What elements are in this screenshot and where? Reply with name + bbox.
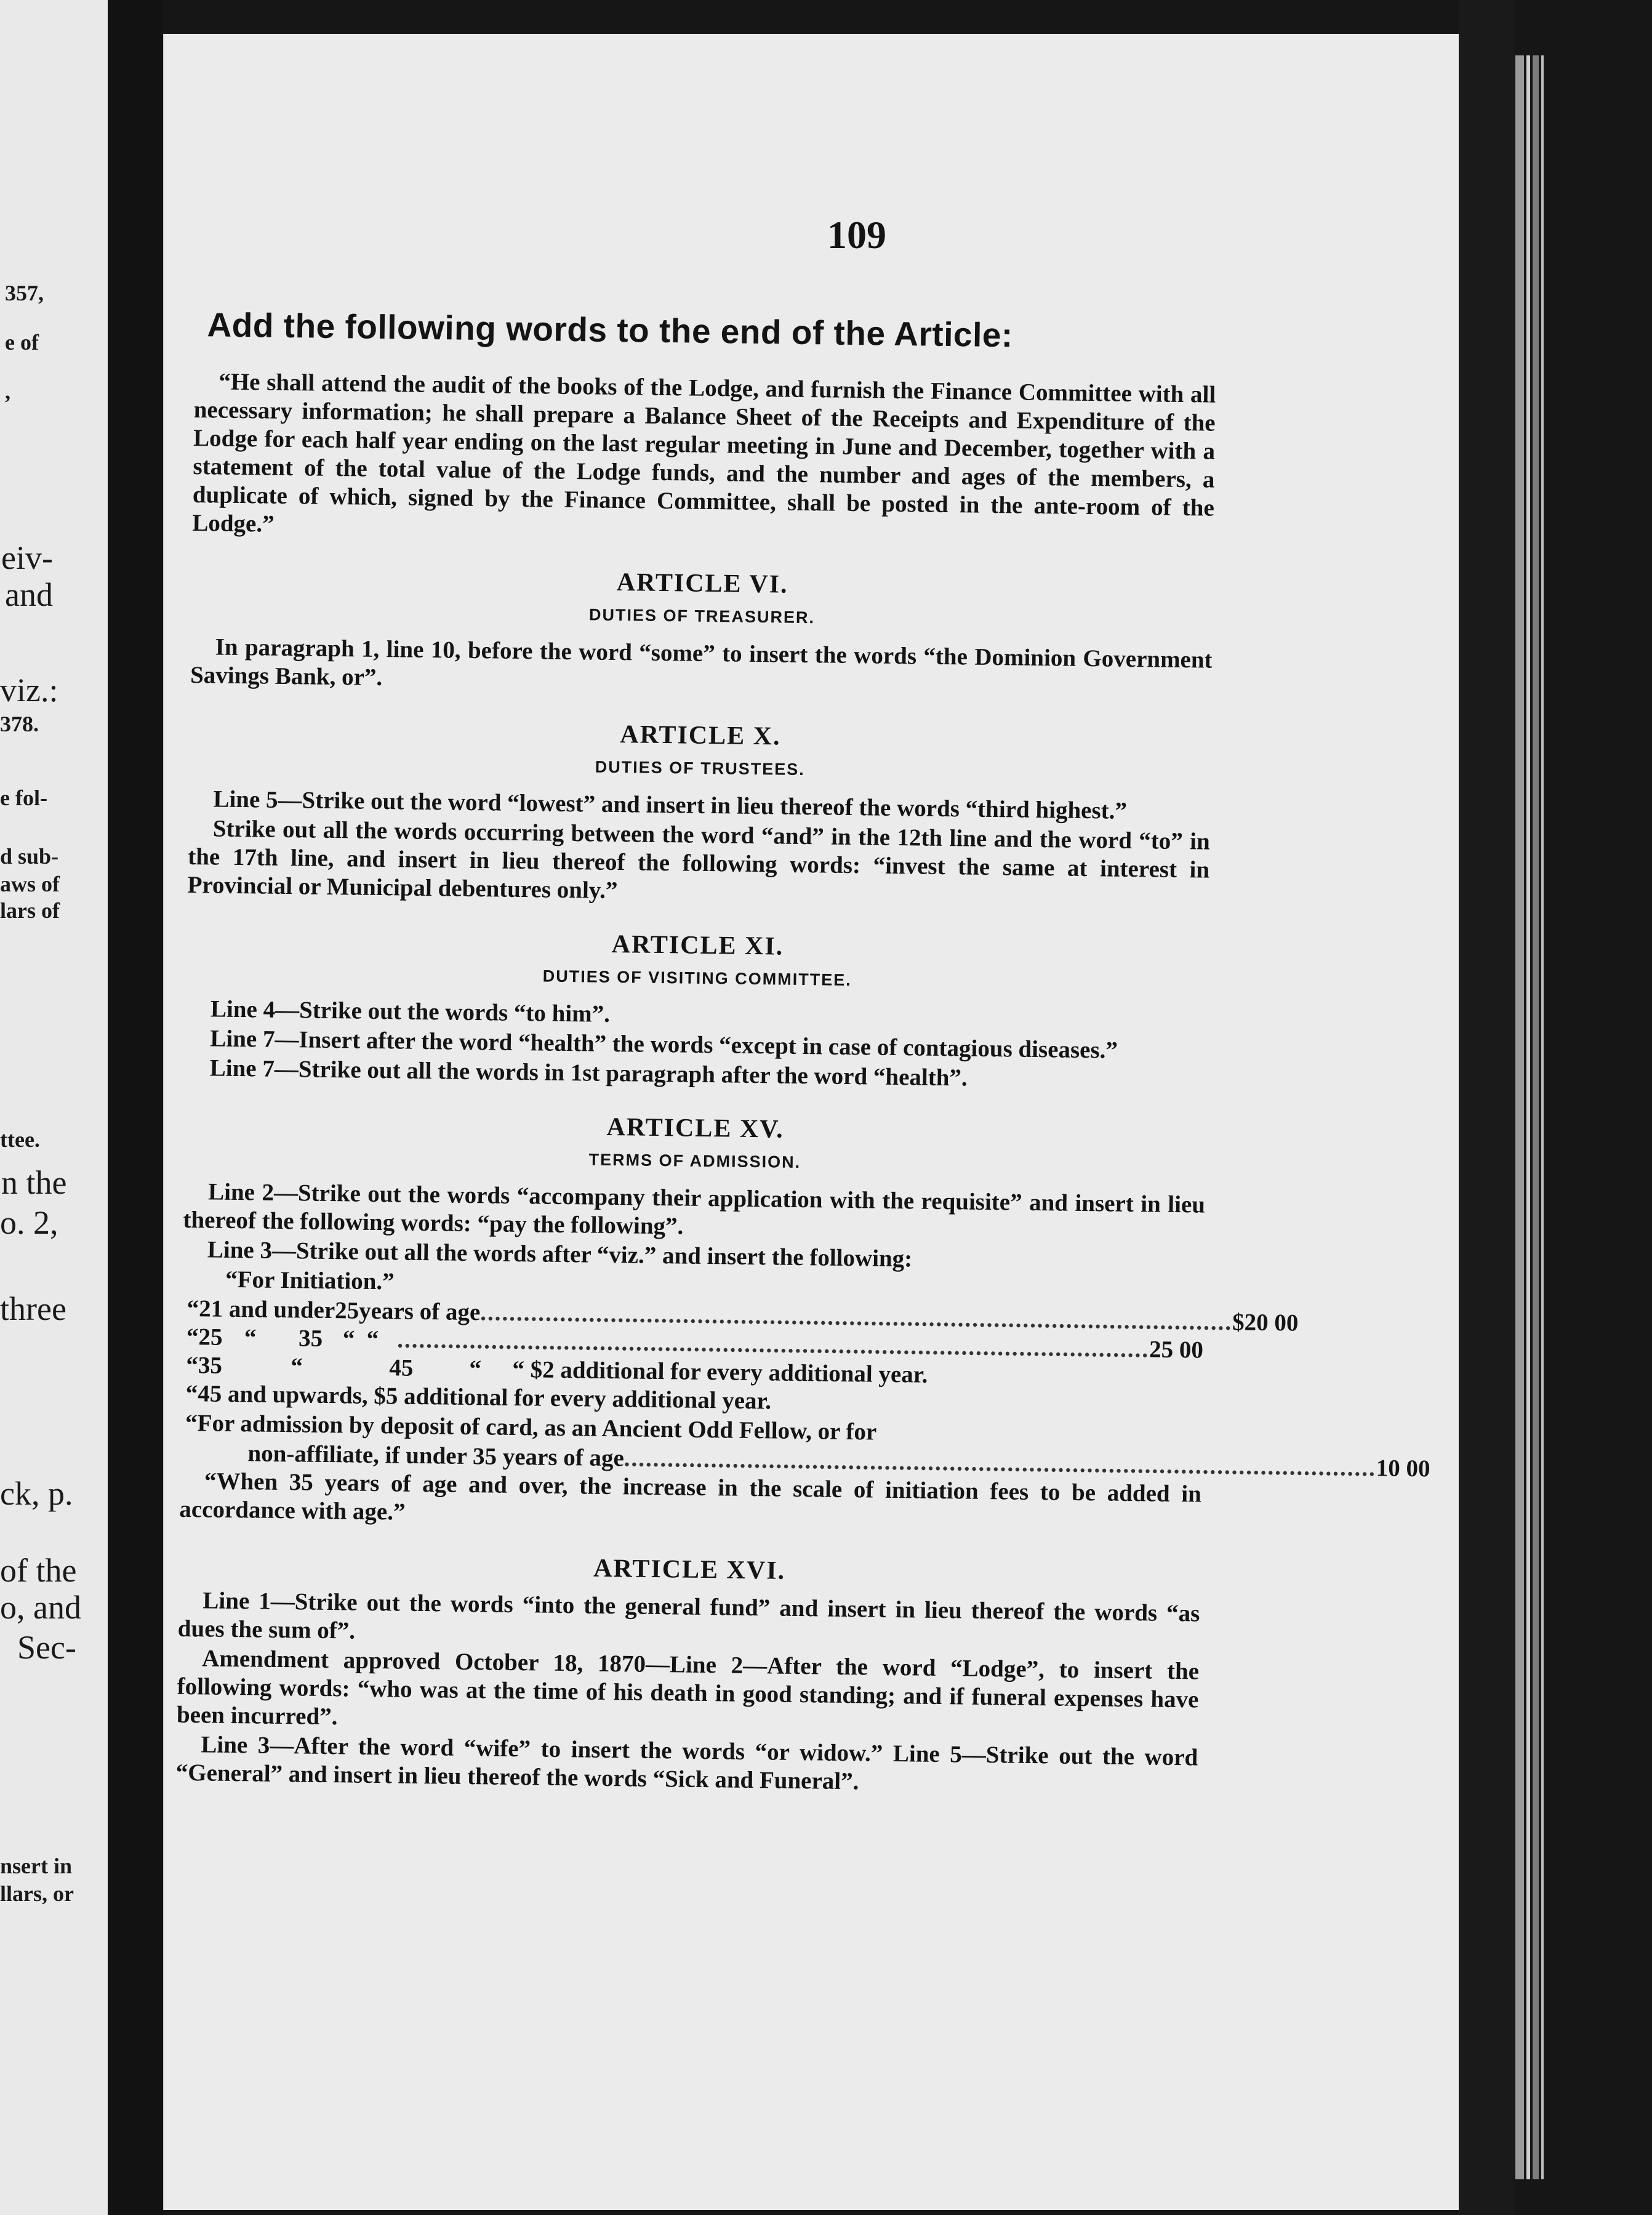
fee-description: “ $2 additional for every additional year. [512, 1356, 928, 1388]
article-subtitle: TERMS OF ADMISSION. [588, 1150, 801, 1172]
fee-age-to: 45 [389, 1354, 414, 1381]
left-fragment: aws of [0, 872, 60, 896]
fee-age-label: years of age [358, 1297, 481, 1326]
article-paragraph: Amendment approved October 18, 1870—Line 2—After the word “Lodge”, to insert the following words: “who was at the time of his death in good standing; and if funeral expenses have been incurred”. [176, 1645, 1200, 1731]
article-paragraph: In paragraph 1, line 10, before the word “some” to insert the words “the Dominion Government Savings Bank, or”. [190, 633, 1213, 691]
instruction-heading: Add the following words to the end of the Article: [207, 305, 1014, 355]
fee-amount: 10 00 [1376, 1455, 1430, 1482]
fee-age-from: “21 and under [186, 1295, 335, 1324]
article-title: ARTICLE X. [619, 720, 781, 751]
ditto-mark: “ [342, 1325, 355, 1353]
page-edge-line [1533, 55, 1539, 2179]
ditto-mark: “ [366, 1325, 379, 1353]
fee-age-to: 35 [298, 1325, 323, 1352]
ditto-mark: “ [244, 1324, 257, 1351]
right-page-edge [1459, 0, 1514, 2215]
fee-age-from: “25 [186, 1323, 223, 1351]
page-edge-line [1541, 55, 1544, 2179]
left-fragment: e fol- [0, 786, 47, 810]
page-number: 109 [827, 213, 886, 257]
left-fragment: lars of [0, 898, 60, 923]
left-fragment: 378. [0, 712, 39, 736]
left-fragment: and [5, 576, 53, 613]
closing-paragraph: “When 35 years of age and over, the increase in the scale of initiation fees to be added in accordance with age.” [179, 1468, 1202, 1526]
article-title: ARTICLE XV. [606, 1112, 784, 1144]
left-fragment: e of [5, 330, 39, 355]
left-fragment: of the [0, 1552, 77, 1589]
article-title: ARTICLE XVI. [593, 1554, 786, 1585]
book-page [163, 34, 1460, 2210]
left-fragment: nsert in [0, 1854, 72, 1878]
left-fragment: ck, p. [0, 1475, 73, 1512]
page-edge-line [1526, 55, 1530, 2179]
intro-quote: “He shall attend the audit of the books of the Lodge, and furnish the Finance Committee with all necessary information; he shall prepare a Balance Sheet of the Receipts and Expenditure of the Lodge for each half year ending on the last regular meeting in June and December, together with a statement of the total value of the Lodge funds, and the number and ages of the members, a duplicate of which, signed by the Finance Committee, shall be posted in the ante-room of the Lodge.” [192, 368, 1216, 537]
page-gutter [108, 0, 163, 2215]
deposit-line: “For admission by deposit of card, as an Ancient Odd Fellow, or for [185, 1409, 877, 1445]
article-paragraph: Line 5—Strike out the word “lowest” and insert in lieu thereof the words “third highest.” [213, 786, 1128, 824]
left-fragment: o. 2, [0, 1204, 58, 1241]
article-paragraph: Line 2—Strike out the words “accompany their application with the requisite” and insert in lieu thereof the following words: “pay the following”. [183, 1178, 1206, 1240]
leader-dots: ........................................................................................................ [397, 1326, 1150, 1363]
article-title: ARTICLE XI. [611, 930, 784, 961]
ditto-mark: “ [469, 1355, 482, 1383]
fee-amount: 25 00 [1149, 1336, 1204, 1364]
article-paragraph: Line 7—Insert after the word “health” the words “except in case of contagious diseases.” [210, 1025, 1118, 1064]
leader-dots: ........................................................................................................ [624, 1445, 1377, 1482]
left-fragment: llars, or [0, 1881, 74, 1906]
left-fragment: , [5, 379, 10, 404]
fee-age-to: 25 [334, 1297, 359, 1324]
left-fragment: eiv- [1, 539, 53, 576]
article-paragraph: Line 7—Strike out all the words in 1st paragraph after the word “health”. [209, 1055, 968, 1091]
ditto-mark: “ [291, 1353, 303, 1380]
left-fragment: three [0, 1290, 66, 1327]
article-paragraph: Line 1—Strike out the words “into the general fund” and insert in lieu thereof the words “as dues the sum of”. [177, 1587, 1200, 1644]
fee-heading: “For Initiation.” [225, 1266, 395, 1295]
deposit-line: non-affiliate, if under 35 years of age [247, 1440, 625, 1472]
article-subtitle: DUTIES OF TREASURER. [588, 605, 816, 627]
fee-amount: $20 00 [1232, 1309, 1299, 1337]
left-fragment: Sec- [17, 1629, 76, 1666]
left-fragment: ttee. [0, 1127, 40, 1152]
article-paragraph: Line 3—Strike out all the words after “viz.” and insert the following: [207, 1236, 913, 1272]
left-fragment: viz.: [0, 672, 58, 709]
left-fragment: n the [1, 1164, 67, 1201]
article-subtitle: DUTIES OF VISITING COMMITTEE. [542, 967, 852, 990]
left-fragment: 357, [5, 281, 44, 305]
page-edge-line [1515, 55, 1524, 2179]
article-subtitle: DUTIES OF TRUSTEES. [595, 757, 805, 779]
article-paragraph: Line 3—After the word “wife” to insert the words “or widow.” Line 5—Strike out the word “General” and insert in lieu thereof the words “Sick and Funeral”. [175, 1731, 1198, 1795]
left-fragment: d sub- [0, 844, 59, 869]
left-fragment: o, and [0, 1589, 81, 1626]
fee-age-from: “35 [186, 1351, 223, 1379]
fee-line: “45 and upwards, $5 additional for every additional year. [185, 1380, 772, 1415]
left-page-fragment [0, 0, 108, 2215]
article-paragraph: Strike out all the words occurring between the word “and” in the 12th line and the word “to” in the 17th line, and insert in lieu thereof the following words: “invest the same at interest in Provincial or Municipal debentures only.” [187, 815, 1211, 904]
leader-dots: ........................................................................................................ [480, 1299, 1233, 1336]
article-paragraph: Line 4—Strike out the words “to him”. [210, 995, 611, 1027]
page-text [175, 305, 1430, 1802]
article-title: ARTICLE VI. [616, 568, 788, 599]
